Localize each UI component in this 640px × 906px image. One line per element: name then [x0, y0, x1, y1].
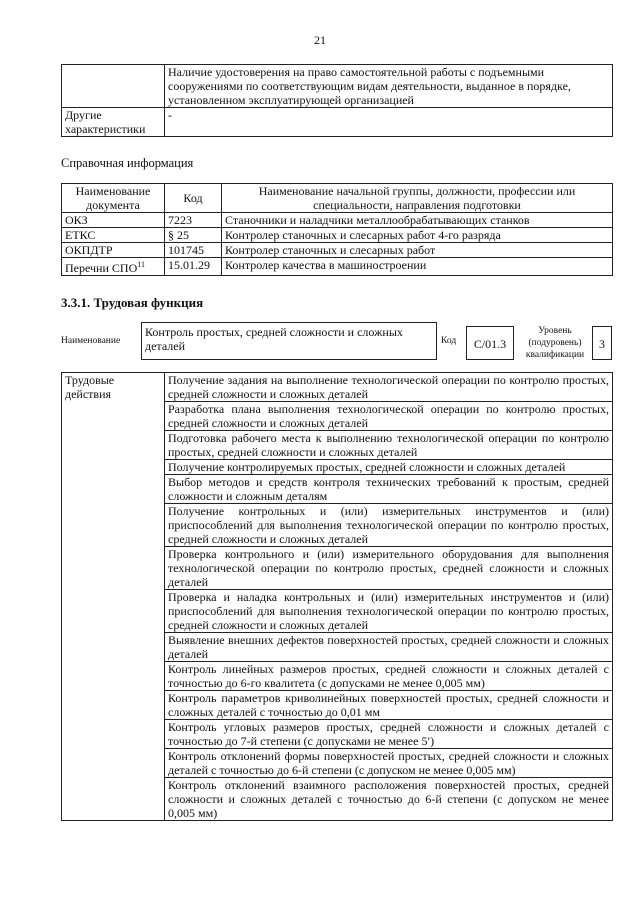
labor-action-item: Получение задания на выполнение технологической операции по контролю простых, средней сложности и сложных деталей: [165, 373, 613, 402]
labor-action-item: Разработка плана выполнения технологической операции по контролю простых, средней сложности и сложных деталей: [165, 402, 613, 431]
code-cell: § 25: [165, 228, 222, 243]
document-cell: ОКПДТР: [62, 243, 165, 258]
row-label: Другие характеристики: [62, 108, 165, 137]
labor-actions-label: Трудовые действия: [62, 373, 165, 821]
labor-action-item: Получение контрольных и (или) измерительных инструментов и (или) приспособлений для выполнения технологической операции по контролю простых, средней сложности и сложных деталей: [165, 504, 613, 547]
code-label: Код: [441, 336, 457, 346]
table-row: [62, 65, 613, 108]
reference-heading: Справочная информация: [61, 156, 194, 170]
document-cell: [62, 258, 165, 276]
labor-action-item: Получение контролируемых простых, средней сложности и сложных деталей: [165, 460, 613, 475]
column-header-document: Наименование документа: [62, 184, 165, 213]
table-row: [62, 258, 613, 276]
document-cell: ЕТКС: [62, 228, 165, 243]
table-row: [62, 243, 613, 258]
labor-action-item: Контроль угловых размеров простых, средней сложности и сложных деталей с точностью до 7-й степени (с допусками не менее 5′): [165, 720, 613, 749]
labor-action-item: Проверка контрольного и (или) измерительного оборудования для выполнения технологической операции по контролю простых, средней сложности и сложных деталей: [165, 547, 613, 590]
function-code: С/01.3: [466, 326, 514, 360]
name-cell: Контролер станочных и слесарных работ: [222, 243, 613, 258]
labor-action-item: Выбор методов и средств контроля технических требований к простым, средней сложности и сложным деталям: [165, 475, 613, 504]
column-header-code: Код: [165, 184, 222, 213]
labor-action-item: Контроль отклонений формы поверхностей простых, средней сложности и сложных деталей с точностью до 6-й степени (с допуском не менее 0,005 мм): [165, 749, 613, 778]
code-cell: 101745: [165, 243, 222, 258]
reference-table: [61, 183, 613, 276]
row-value: -: [165, 108, 613, 137]
name-cell: Станочники и наладчики металлообрабатывающих станков: [222, 213, 613, 228]
page-number: 21: [314, 33, 326, 47]
document-name: Перечни СПО: [65, 261, 138, 275]
table-header-row: [62, 184, 613, 213]
labor-action-item: Контроль параметров криволинейных поверхностей простых, средней сложности и сложных деталей с точностью до 0,01 мм: [165, 691, 613, 720]
name-cell: Контролер качества в машиностроении: [222, 258, 613, 276]
function-name-row: [61, 322, 613, 364]
table-row: [62, 373, 613, 402]
row-label: [62, 65, 165, 108]
table-row: [62, 108, 613, 137]
labor-action-item: Выявление внешних дефектов поверхностей простых, средней сложности и сложных деталей: [165, 633, 613, 662]
labor-action-item: Проверка и наладка контрольных и (или) измерительных инструментов и (или) приспособлений для выполнения технологической операции по контролю простых, средней сложности и сложных деталей: [165, 590, 613, 633]
qualification-level: 3: [592, 326, 612, 360]
table-row: [62, 213, 613, 228]
function-heading: 3.3.1. Трудовая функция: [61, 295, 204, 310]
labor-actions-body: [62, 373, 613, 821]
labor-action-item: Контроль отклонений взаимного расположения поверхностей простых, средней сложности и сложных деталей с точностью до 6-й степени (с допуском не менее 0,005 мм): [165, 778, 613, 821]
code-cell: 15.01.29: [165, 258, 222, 276]
labor-action-item: Подготовка рабочего места к выполнению технологической операции по контролю простых, средней сложности и сложных деталей: [165, 431, 613, 460]
code-cell: 7223: [165, 213, 222, 228]
qualification-requirements-table: [61, 64, 613, 137]
name-label: Наименование: [61, 336, 121, 346]
table-row: [62, 228, 613, 243]
row-value: Наличие удостоверения на право самостоятельной работы с подъемными сооружениями по соответствующим видам деятельности, выданное в порядке, установленном эксплуатирующей организацией: [165, 65, 613, 108]
document-cell: ОКЗ: [62, 213, 165, 228]
labor-action-item: Контроль линейных размеров простых, средней сложности и сложных деталей с точностью до 6-го квалитета (с допусками не менее 0,005 мм): [165, 662, 613, 691]
column-header-name: Наименование начальной группы, должности, профессии или специальности, направления подготовки: [222, 184, 613, 213]
function-name: Контроль простых, средней сложности и сложных деталей: [141, 322, 437, 360]
level-label: Уровень (подуровень) квалификации: [525, 326, 585, 360]
labor-actions-table: [61, 372, 613, 821]
footnote-marker: 11: [137, 260, 145, 269]
name-cell: Контролер станочных и слесарных работ 4-го разряда: [222, 228, 613, 243]
